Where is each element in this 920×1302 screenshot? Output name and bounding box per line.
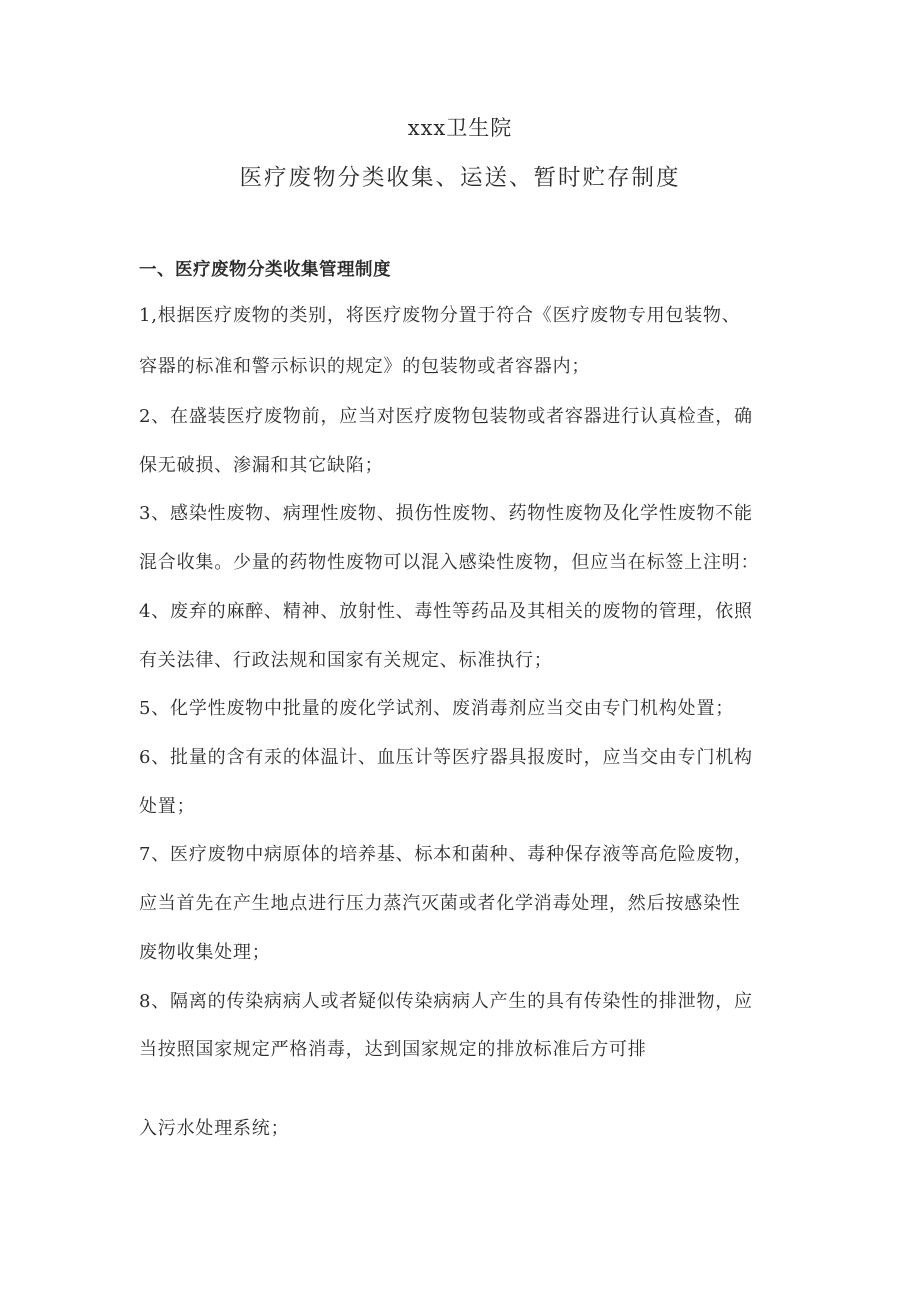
body-line: 混合收集。少量的药物性废物可以混入感染性废物，但应当在标签上注明： [139, 552, 760, 573]
organization-title: xxx卫生院 [407, 116, 513, 140]
body-line: 应当首先在产生地点进行压力蒸汽灭菌或者化学消毒处理，然后按感染性 [139, 893, 741, 914]
body-line: 处置； [139, 796, 196, 817]
body-line: 1,根据医疗废物的类别，将医疗废物分置于符合《医疗废物专用包装物、 [139, 305, 741, 326]
body-line: 废物收集处理； [139, 942, 271, 963]
document-title: 医疗废物分类收集、运送、暂时贮存制度 [239, 165, 681, 191]
body-line: 容器的标准和警示标识的规定》的包装物或者容器内； [139, 356, 591, 377]
body-line: 6、批量的含有汞的体温计、血压计等医疗器具报废时，应当交由专门机构 [139, 747, 753, 768]
section-heading: 一、医疗废物分类收集管理制度 [139, 260, 391, 280]
body-line: 有关法律、行政法规和国家有关规定、标准执行； [139, 650, 553, 671]
body-line: 4、废弃的麻醉、精神、放射性、毒性等药品及其相关的废物的管理，依照 [139, 601, 753, 622]
body-line: 7、医疗废物中病原体的培养基、标本和菌种、毒种保存液等高危险废物， [139, 844, 753, 865]
body-line: 保无破损、渗漏和其它缺陷； [139, 455, 384, 476]
body-line: 当按照国家规定严格消毒，达到国家规定的排放标准后方可排 [139, 1039, 647, 1060]
body-line: 5、化学性废物中批量的废化学试剂、废消毒剂应当交由专门机构处置； [139, 698, 735, 719]
body-line: 3、感染性废物、病理性废物、损伤性废物、药物性废物及化学性废物不能 [139, 503, 753, 524]
body-line: 8、隔离的传染病病人或者疑似传染病病人产生的具有传染性的排泄物，应 [139, 991, 753, 1012]
body-line: 入污水处理系统； [139, 1118, 290, 1139]
body-line: 2、在盛装医疗废物前，应当对医疗废物包装物或者容器进行认真检查，确 [139, 406, 753, 427]
